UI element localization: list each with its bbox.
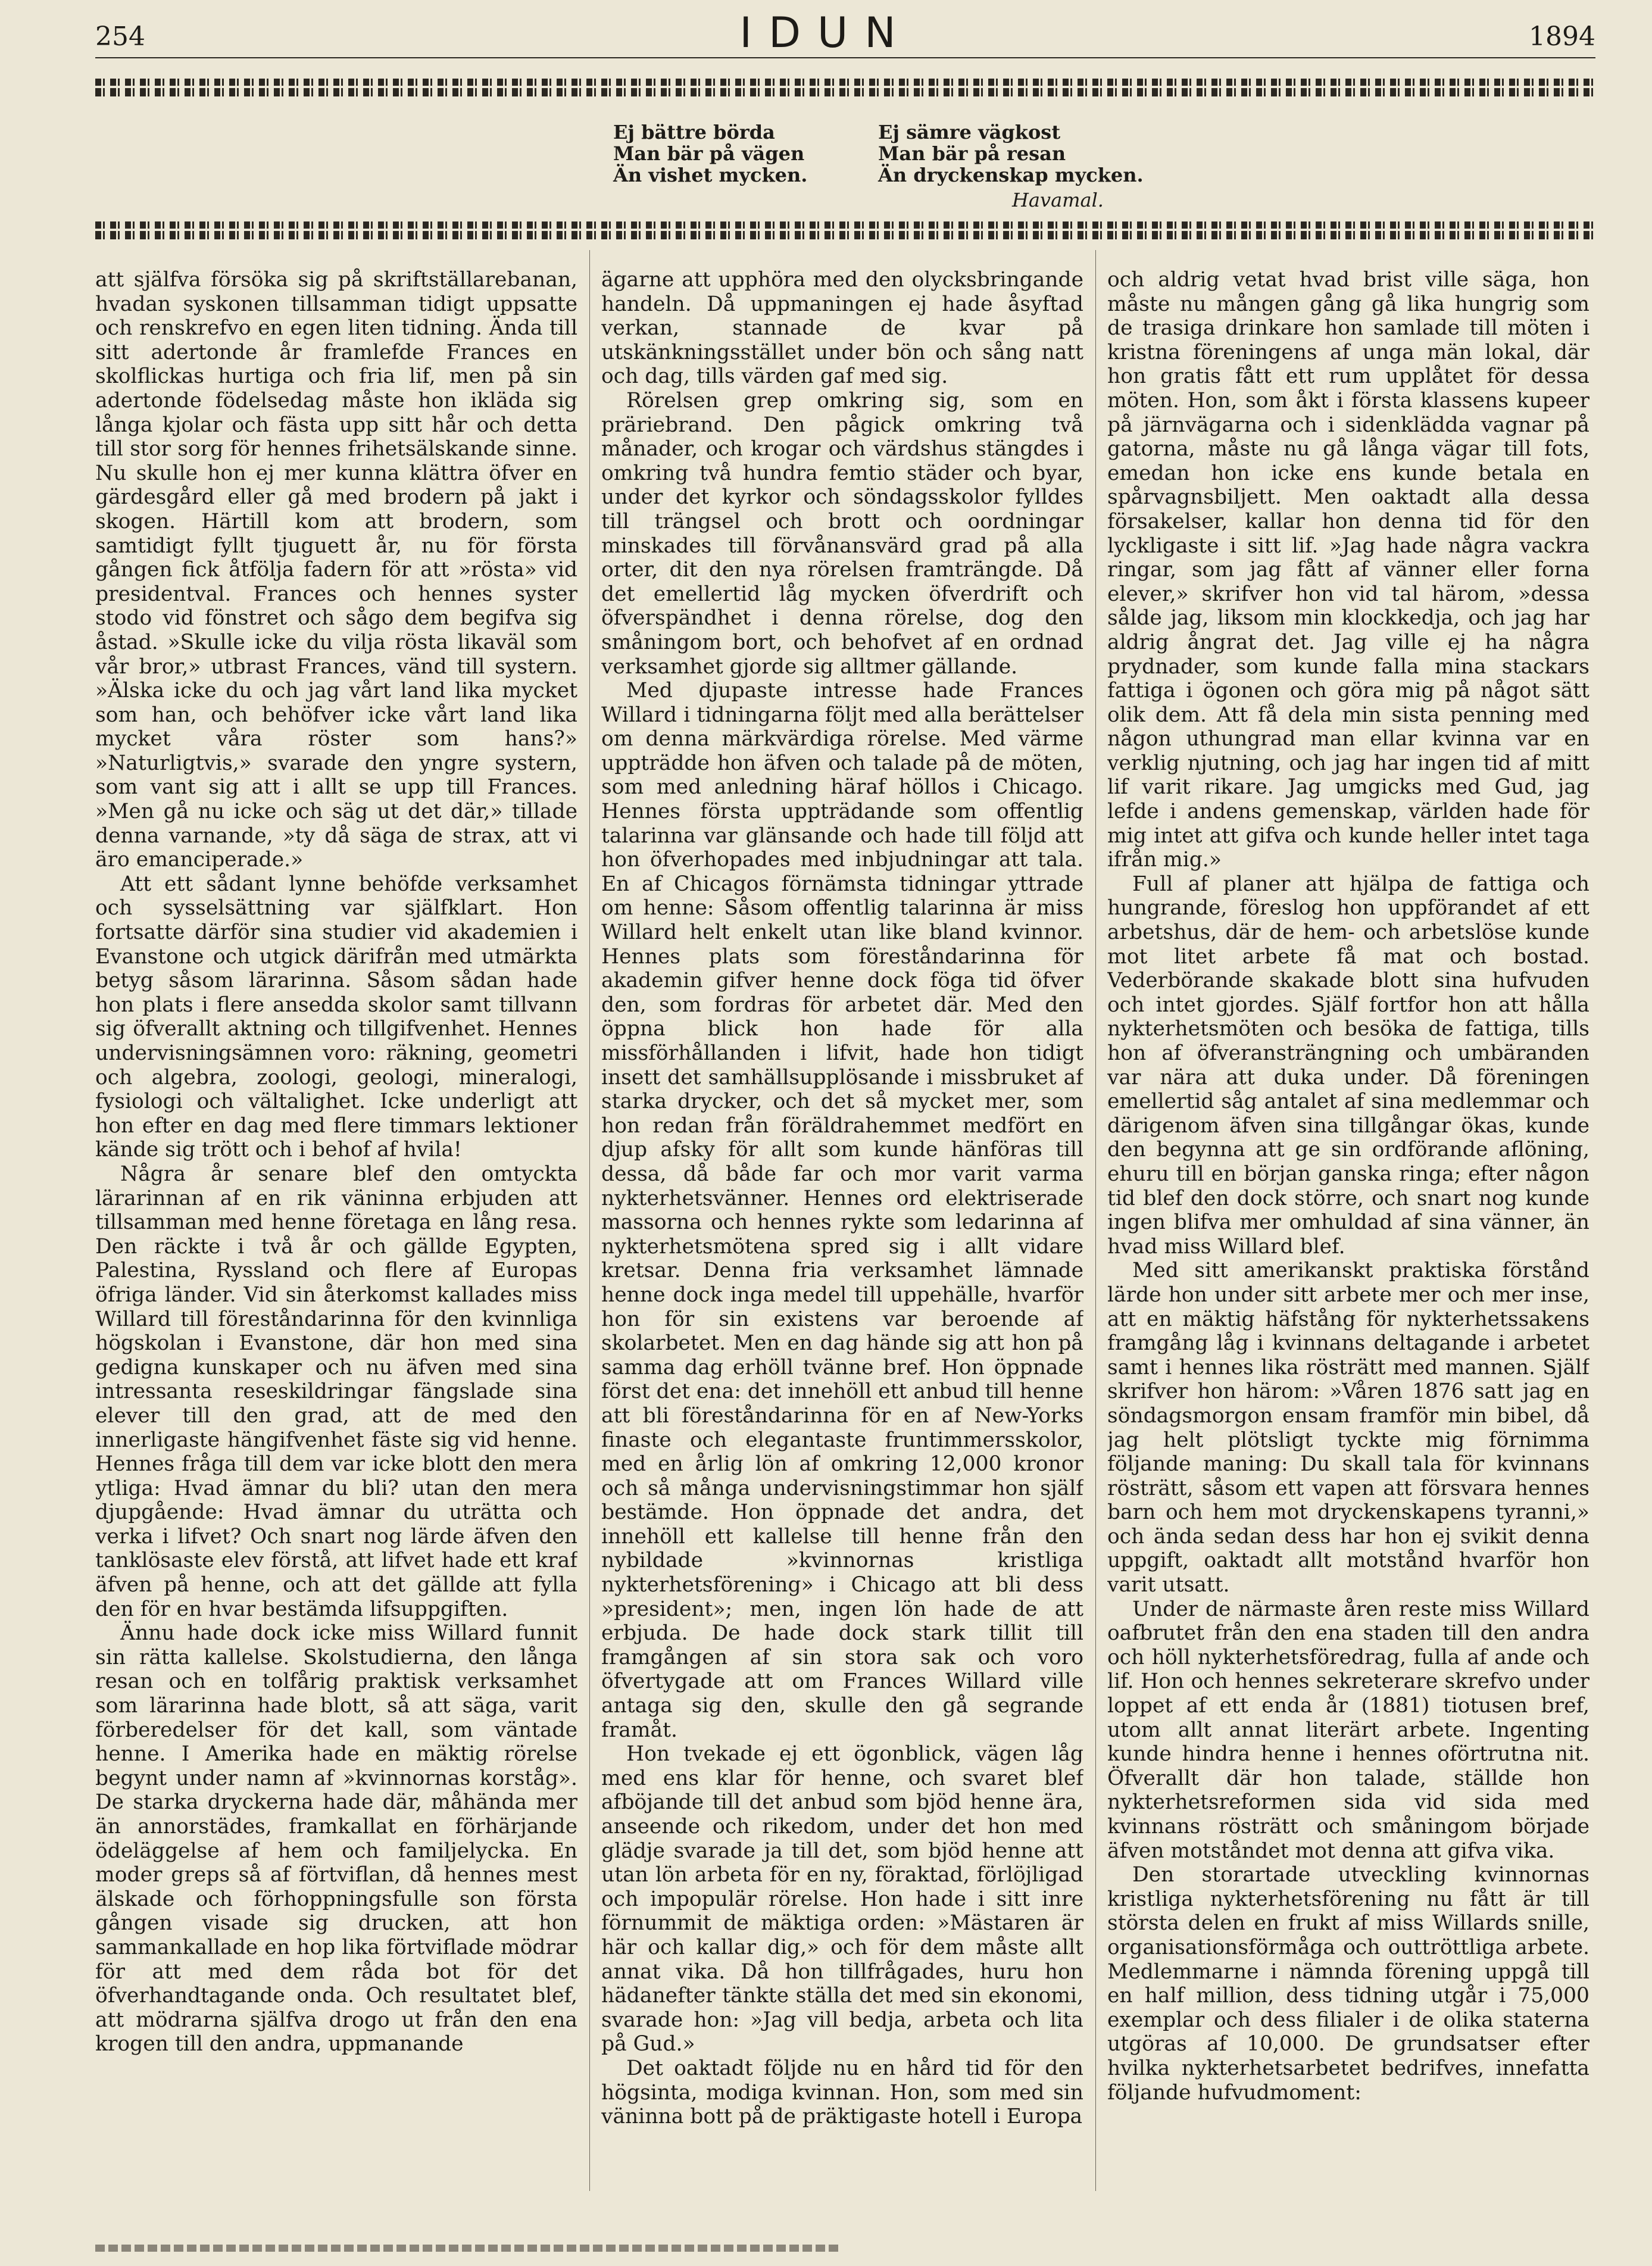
verse-line: Än dryckenskap mycken. — [878, 164, 1144, 186]
paragraph: Den storartade utveckling kvinnornas kristliga nykterhetsförening nu fått är till största delen en frukt af miss Willards snille, organisationsförmåga och outtröttliga arbete. Medlemmarne i nämnda förening uppgå till en half million, dess tidning utgår i 75,000 exemplar och dess filialer i de olika staterna utgöras af 10,000. De grundsatser efter hvilka nykterhetsarbetet bedrifves, innefatta följande hufvudmoment: — [1107, 1863, 1589, 2105]
verse-line: Ej bättre börda — [613, 121, 775, 143]
column-divider — [589, 250, 590, 2191]
paragraph: Rörelsen grep omkring sig, som en präriebrand. Den pågick omkring två månader, och krogar och värdshus stängdes i omkring två hundra femtio städer och byar, under det kyrkor och söndagsskolor fylldes till trängsel och brott och oordningar minskades till förvånansvärd grad på alla orter, dit den nya rörelsen framträngde. Då det emellertid låg mycken öfverdrift och öfverspändhet i denna rörelse, dog den småningom bort, och behofvet af en ordnad verksamhet gjorde sig alltmer gällande. — [601, 388, 1083, 679]
verse-source: Havamal. — [1012, 189, 1104, 211]
verse-line: Man bär på vägen — [613, 142, 805, 165]
text-column-3 — [1107, 268, 1589, 2203]
ornamental-border-top — [95, 79, 1595, 96]
verse-left — [613, 121, 807, 186]
paragraph: Full af planer att hjälpa de fattiga och hungrande, föreslog hon uppförandet af ett arbetshus, där de hem- och arbetslöse kunde mot litet arbete få mat och bostad. Vederbörande skakade blott sina hufvuden och intet gjordes. Själf fortfor hon att hålla nykterhetsmöten och besöka de fattiga, tills hon af öfveransträngning och umbäranden var nära att duka under. Då föreningen emellertid såg antalet af sina medlemmar och därigenom äfven sina tillgångar ökas, kunde den begynna att ge sin ordförande aflöning, ehuru till en början ganska ringa; efter någon tid blef den dock större, och snart nog kunde ingen blifva mer omhuldad af sina vänner, än hvad miss Willard blef. — [1107, 872, 1589, 1259]
paragraph: att själfva försöka sig på skriftställarebanan, hvadan syskonen tillsamman tidigt uppsatte och renskrefvo en egen liten tidning. Ända till sitt adertonde år framlefde Frances en skolflickas hurtiga och fria lif, men på sin adertonde födelsedag måste hon ikläda sig långa kjolar och fästa upp sitt hår och detta till stor sorg för hennes frihetsälskande sinne. Nu skulle hon ej mer kunna klättra öfver en gärdesgård eller gå med brodern på jakt i skogen. Härtill kom att brodern, som samtidigt fyllt tjuguett år, nu för första gången fick åtfölja fadern för att »rösta» vid presidentval. Frances och hennes syster stodo vid fönstret och sågo dem begifva sig åstad. »Skulle icke du vilja rösta likaväl som vår bror,» utbrast Frances, vänd till systern. »Älska icke du och jag vårt land lika mycket som han, och behöfver icke vårt land lika mycket våra röster som hans?» »Naturligtvis,» svarade den yngre systern, som vant sig att i allt se upp till Frances. »Men gå nu icke och säg ut det där,» tillade denna varnande, »ty då säga de strax, att vi äro emanciperade.» — [95, 268, 577, 872]
paragraph: och aldrig vetat hvad brist ville säga, hon måste nu mången gång gå lika hungrig som de trasiga drinkare hon samlade till möten i kristna föreningens af unga män lokal, där hon gratis fått ett rum upplåtet för dessa möten. Hon, som åkt i första klassens kupeer på järnvägarna och i sidenklädda vagnar på gatorna, måste nu gå långa vägar till fots, emedan hon icke ens kunde betala en spårvagnsbiljett. Men oaktadt alla dessa försakelser, kallar hon denna tid för den lyckligaste i sitt lif. »Jag hade några vackra ringar, som jag fått af vänner eller forna elever,» skrifver hon vid tal härom, »dessa sålde jag, liksom min klockkedja, och jag har aldrig ångrat det. Jag ville ej ha några prydnader, som kunde falla mina stackars fattiga i ögonen och göra mig på något sätt olik dem. Att få dela min sista penning med någon uthungrad man ellar kvinna var en verklig njutning, och jag har ingen tid af mitt lif varit rikare. Jag umgicks med Gud, jag lefde i andens gemenskap, världen hade för mig intet att gifva och kunde heller intet taga ifrån mig.» — [1107, 268, 1589, 872]
paragraph: Med sitt amerikanskt praktiska förstånd lärde hon under sitt arbete mer och mer inse, att en mäktig häfstång för nykterhetssakens framgång låg i kvinnans deltagande i arbetet samt i hennes lika rösträtt med mannen. Själf skrifver hon härom: »Våren 1876 satt jag en söndagsmorgon ensam framför min bibel, då jag helt plötsligt tyckte mig förnimma följande maning: Du skall tala för kvinnans rösträtt, såsom ett vapen att försvara hennes barn och hem mot dryckenskapens tyranni,» och ända sedan dess har hon ej svikit denna uppgift, oaktadt allt motstånd hvarför hon varit utsatt. — [1107, 1259, 1589, 1597]
page-number: 254 — [95, 21, 145, 52]
verse-line: Ej sämre vägkost — [878, 121, 1061, 143]
text-column-2 — [601, 268, 1083, 2203]
paragraph: Med djupaste intresse hade Frances Willard i tidningarna följt med alla berättelser om denna märkvärdiga rörelse. Med värme uppträdde hon äfven och talade på de möten, som med anledning häraf höllos i Chicago. Hennes första uppträdande som offentlig talarinna var glänsande och hade till följd att hon öfverhopades med inbjudningar att tala. En af Chicagos förnämsta tidningar yttrade om henne: Såsom offentlig talarinna är miss Willard helt enkelt utan like bland kvinnor. Hennes plats som föreståndarinna för akademin gifver henne dock föga tid öfver den, som fordras för arbetet där. Med den öppna blick hon hade för alla missförhållanden i lifvit, hade hon tidigt insett det samhällsupplösande i missbruket af starka drycker, och det så mycket mer, som hon redan från föräldrahemmet medfört en djup afsky för allt som kunde hänföras till dessa, då både far och mor varit varma nykterhetsvänner. Hennes ord elektriserade massorna och hennes rykte som ledarinna af nykterhetsmötena spred sig i allt vidare kretsar. Denna fria verksamhet lämnade henne dock inga medel till uppehälle, hvarför hon för sin existens var beroende af skolarbetet. Men en dag hände sig att hon på samma dag erhöll tvänne bref. Hon öppnade först det ena: det innehöll ett anbud till henne att bli föreståndarinna för en af New-Yorks finaste och elegantaste fruntimmersskolor, med en årlig lön af omkring 12,000 kronor och så många undervisningstimmar hon själf bestämde. Hon öppnade det andra, det innehöll ett kallelse till henne från den nybildade »kvinnornas kristliga nykterhetsförening» i Chicago att bli dess »president»; men, ingen lön hade de att erbjuda. De hade dock stark tillit till framgången af sin stora sak och voro öfvertygade att om Frances Willard ville antaga sig den, skulle den gå segrande framåt. — [601, 679, 1083, 1742]
paragraph: Några år senare blef den omtyckta lärarinnan af en rik väninna erbjuden att tillsamman med henne företaga en lång resa. Den räckte i två år och gällde Egypten, Palestina, Ryssland och flere af Europas öfriga länder. Vid sin återkomst kallades miss Willard till föreståndarinna för den kvinnliga högskolan i Evanstone, där hon med sina gedigna kunskaper och nu äfven med sina intressanta reseskildringar fängslade sina elever till den grad, att de med den innerligaste hängifvenhet fäste sig vid henne. Hennes fråga till dem var icke blott den mera ytliga: Hvad ämnar du bli? utan den mera djupgående: Hvad ämnar du uträtta och verka i lifvet? Och snart nog lärde äfven den tanklösaste elev förstå, att lifvet hade ett kraf äfven på henne, och att det gällde att fylla den för en hvar bestämda lifsuppgiften. — [95, 1162, 577, 1621]
paragraph: Det oaktadt följde nu en hård tid för den högsinta, modiga kvinnan. Hon, som med sin väninna bott på de präktigaste hotell i Europa — [601, 2056, 1083, 2129]
paragraph: Ännu hade dock icke miss Willard funnit sin rätta kallelse. Skolstudierna, den långa resan och en tolfårig praktisk verksamhet som lärarinna hade blott, så att säga, varit förberedelser för det kall, som väntade henne. I Amerika hade en mäktig rörelse begynt under namn af »kvinnornas korståg». De starka dryckerna hade där, måhända mer än annorstädes, framkallat en förhärjande ödeläggelse af hem och familjelycka. En moder greps så af förtviflan, då hennes mest älskade och förhoppningsfulle son första gången visade sig drucken, att hon sammankallade en hop lika förtviflade mödrar för att med dem råda bot för det öfverhandtagande onda. Och resultatet blef, att mödrarna själfva drogo ut från den ena krogen till den andra, uppmanande — [95, 1621, 577, 2056]
paragraph: ägarne att upphöra med den olycksbringande handeln. Då uppmaningen ej hade åsyftad verkan, stannade de kvar på utskänkningsstället under bön och sång natt och dag, tills värden gaf med sig. — [601, 268, 1083, 389]
header-rule — [95, 57, 1595, 58]
verse-right — [878, 121, 1144, 186]
footer-ornament — [95, 2245, 839, 2252]
paragraph: Att ett sådant lynne behöfde verksamhet och sysselsättning var själfklart. Hon fortsatte därför sina studier vid akademien i Evanstone och utgick därifrån med utmärkta betyg såsom lärarinna. Såsom sådan hade hon plats i flere ansedda skolor samt tillvann sig öfverallt aktning och tillgifvenhet. Hennes undervisningsämnen voro: räkning, geometri och algebra, zoologi, geologi, mineralogi, fysiologi och vältalighet. Icke underligt att hon efter en dag med flere timmars lektioner kände sig trött och i behof af hvila! — [95, 872, 577, 1162]
verse-line: Än vishet mycken. — [613, 164, 808, 186]
journal-title: IDUN — [739, 8, 913, 57]
column-divider — [1095, 250, 1096, 2191]
text-column-1 — [95, 268, 577, 2203]
paragraph: Under de närmaste åren reste miss Willard oafbrutet från den ena staden till den andra och höll nykterhetsföredrag, fulla af ande och lif. Hon och hennes sekreterare skrefvo under loppet af ett enda år (1881) tiotusen bref, utom allt annat literärt arbete. Ingenting kunde hindra henne i hennes oförtrutna nit. Öfverallt där hon talade, ställde hon nykterhetsreformen sida vid sida med kvinnans rösträtt och småningom började äfven motståndet mot denna att gifva vika. — [1107, 1597, 1589, 1863]
year: 1894 — [1529, 21, 1595, 52]
verse-line: Man bär på resan — [878, 142, 1066, 165]
ornamental-border-bottom — [95, 221, 1595, 239]
paragraph: Hon tvekade ej ett ögonblick, vägen låg med ens klar för henne, och svaret blef afböjande till det anbud som bjöd henne ära, anseende och rikedom, under det hon med glädje svarade ja till det, som bjöd henne att utan lön arbeta för en ny, föraktad, förlöjligad och impopulär rörelse. Hon hade i sitt inre förnummit de mäktiga orden: »Mästaren är här och kallar dig,» och för dem måste allt annat vika. Då hon tillfrågades, huru hon hädanefter tänkte ställa det med sin ekonomi, svarade hon: »Jag vill bedja, arbeta och lita på Gud.» — [601, 1742, 1083, 2056]
